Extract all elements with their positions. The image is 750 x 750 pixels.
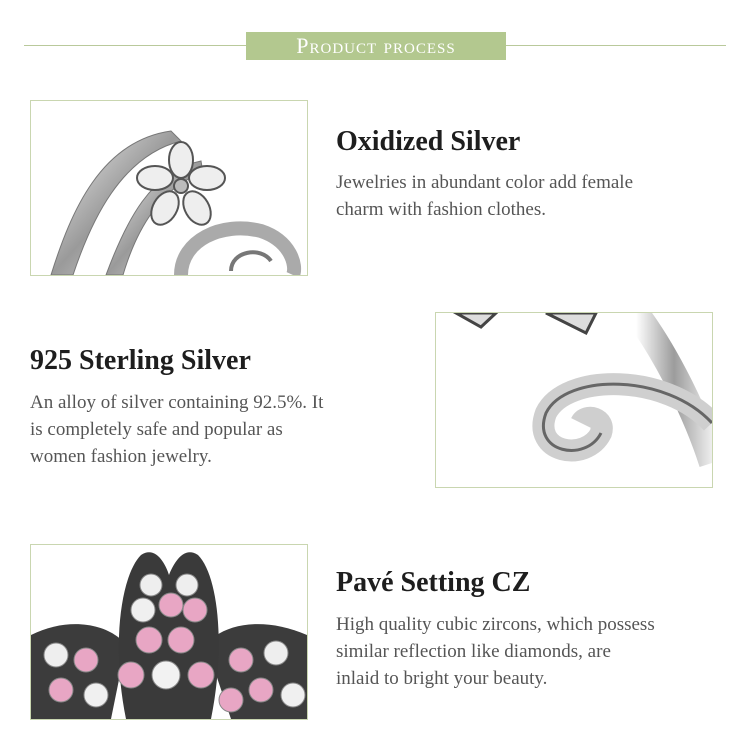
pave-flower-illustration xyxy=(31,545,307,719)
section-desc-pave-line-2: similar reflection like diamonds, are xyxy=(336,641,611,662)
section-title-pave: Pavé Setting CZ xyxy=(336,567,531,598)
section-desc-pave-line-1: High quality cubic zircons, which possess xyxy=(336,614,655,635)
header-rule-right xyxy=(506,45,726,46)
section-desc-sterling-line-1: An alloy of silver containing 92.5%. It xyxy=(30,392,324,413)
product-photo-pave xyxy=(30,544,308,720)
section-desc-oxidized-line-1: Jewelries in abundant color add female xyxy=(336,172,634,193)
header-rule-left xyxy=(24,45,246,46)
section-desc-sterling-line-3: women fashion jewelry. xyxy=(30,446,212,467)
silver-swirl-illustration xyxy=(436,313,712,487)
ring-flower-illustration xyxy=(31,101,307,275)
section-banner: Product process xyxy=(246,32,506,60)
product-photo-sterling xyxy=(435,312,713,488)
section-title-oxidized: Oxidized Silver xyxy=(336,126,521,157)
section-desc-oxidized-line-2: charm with fashion clothes. xyxy=(336,199,547,220)
section-desc-sterling-line-2: is completely safe and popular as xyxy=(30,419,283,440)
section-desc-pave-line-3: inlaid to bright your beauty. xyxy=(336,668,548,689)
product-photo-oxidized xyxy=(30,100,308,276)
section-title-sterling: 925 Sterling Silver xyxy=(30,345,251,376)
